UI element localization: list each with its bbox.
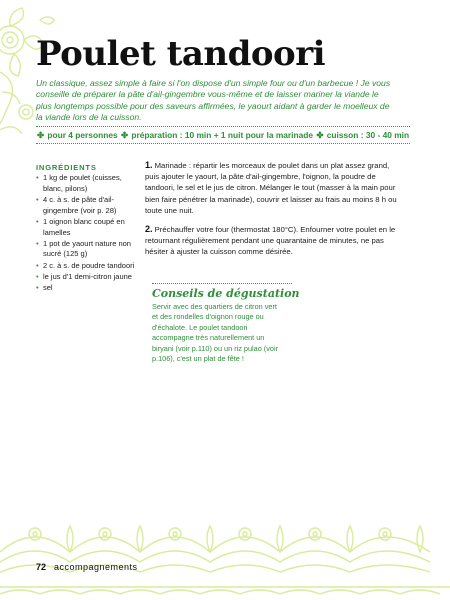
recipe-intro: Un classique, assez simple à faire si l'on dispose d'un simple four ou d'un barbecue ! Je vous conseille de préparer la pâte d'ail-gingembre vous-même et de laisser mariner la viande le plus longtemps possible pour des saveurs affirmées, le yaourt aidant à garder le moelleux de la viande lors de la cuisson. — [36, 78, 391, 123]
meta-cooking: cuisson : 30 - 40 min — [326, 130, 410, 140]
ingredient-item — [36, 239, 136, 260]
ingredient-text: 4 c. à s. de pâte d'ail-gingembre (voir p. 28) — [43, 194, 117, 215]
bullet-icon: • — [36, 194, 39, 204]
meta-people: pour 4 personnes — [47, 130, 118, 140]
ingredient-text: 1 pot de yaourt nature non sucré (125 g) — [43, 238, 131, 259]
tips-title: Conseils de dégustation — [152, 287, 300, 300]
floral-ornament-footer — [0, 512, 450, 600]
ingredients-heading: INGRÉDIENTS — [36, 163, 97, 172]
ingredient-item — [36, 272, 136, 283]
meta-preparation: préparation : 10 min + 1 nuit pour la marinade — [131, 130, 314, 140]
recipe-steps — [145, 160, 400, 266]
step-text: Marinade : répartir les morceaux de poulet dans un plat assez grand, puis ajouter le yaourt, la pâte d'ail-gingembre, l'oignon, la poudre de tandoori, le sel et le jus de citron. Mélanger le tout (masser à la main pour bien faire pénétrer la marinade), couvrir et laisser au frais au moins 8 h ou toute une nuit. — [145, 161, 397, 215]
page-number: 72 — [36, 562, 47, 572]
step-1 — [145, 160, 400, 216]
page-footer — [36, 560, 138, 574]
ingredient-item — [36, 173, 136, 194]
ingredient-item — [36, 283, 136, 294]
leaf-diamond-icon: ✤ — [120, 130, 128, 140]
bullet-icon: • — [36, 271, 39, 281]
bullet-icon: • — [36, 238, 39, 248]
ingredient-text: 1 kg de poulet (cuisses, blanc, pilons) — [43, 173, 122, 193]
floral-ornament-top — [0, 0, 70, 150]
recipe-meta — [36, 129, 410, 141]
divider-top — [36, 126, 410, 127]
recipe-title: Poulet tandoori — [36, 34, 326, 74]
bullet-icon: • — [36, 260, 39, 270]
bullet-icon: • — [36, 283, 39, 293]
ingredient-text: sel — [43, 283, 53, 293]
ingredient-text: 1 oignon blanc coupé en lamelles — [43, 216, 125, 237]
divider-bottom — [36, 143, 410, 144]
bullet-icon: • — [36, 173, 39, 182]
ingredient-text: 2 c. à s. de poudre tandoori — [43, 260, 135, 270]
bullet-icon: • — [36, 216, 39, 226]
step-2 — [145, 224, 400, 258]
tips-text: Servir avec des quartiers de citron vert et des rondelles d'oignon rouge ou d'échalote. Le poulet tandoori accompagne très naturellement un biryani (voir p.110) ou un riz pulao (voir p.106), c'est un plat de fête ! — [152, 302, 278, 364]
tips-divider — [152, 283, 292, 284]
leaf-diamond-icon: ✤ — [316, 130, 324, 140]
ingredient-item — [36, 217, 136, 238]
step-number: 2. — [145, 224, 153, 235]
leaf-diamond-icon: ✤ — [37, 130, 45, 140]
ingredient-item — [36, 261, 136, 272]
section-name: accompagnements — [54, 562, 138, 572]
ingredient-text: le jus d'1 demi-citron jaune — [43, 271, 132, 281]
step-text: Préchauffer votre four (thermostat 180°C). Enfourner votre poulet en le retournant régulièrement pendant une quarantaine de minutes, ne pas hésiter à ajuster la cuisson comme désirée. — [145, 225, 396, 257]
step-number: 1. — [145, 160, 153, 170]
ingredients-list — [36, 173, 136, 294]
ingredient-item — [36, 195, 136, 216]
